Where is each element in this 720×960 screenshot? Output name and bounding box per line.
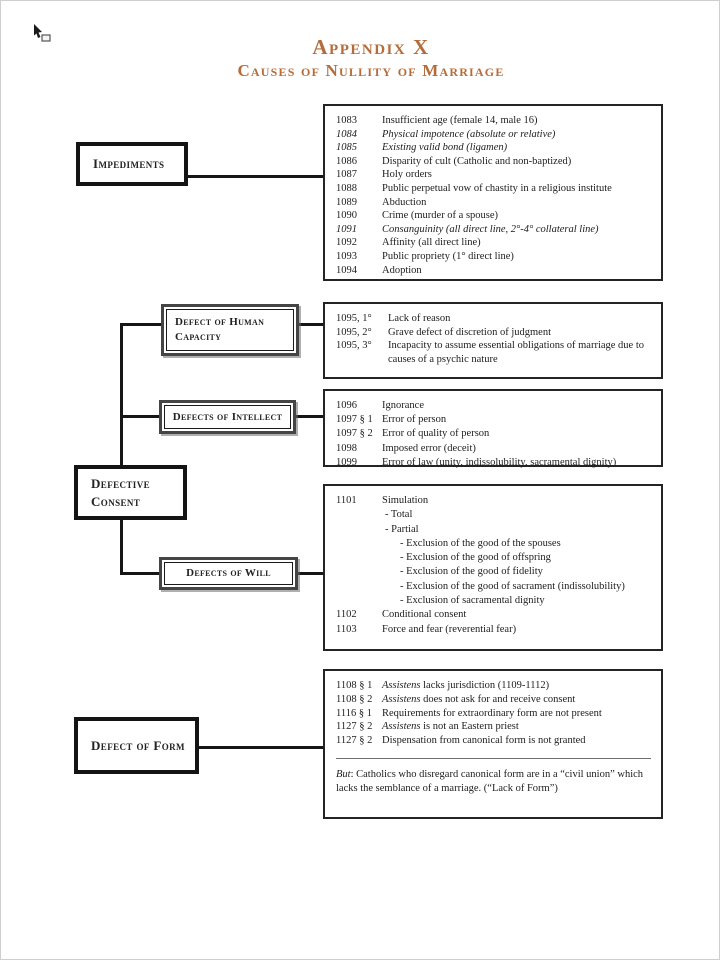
list-item: [336, 196, 653, 210]
node-defective-consent: [74, 465, 187, 520]
intellect-list: [323, 389, 663, 467]
item-text: Conditional consent: [382, 609, 467, 621]
item-text: - Exclusion of sacramental dignity: [400, 595, 545, 607]
node-impediments-label: Impediments: [93, 156, 165, 172]
page-title: [1, 35, 720, 81]
canon-number: 1102: [336, 609, 357, 621]
list-item: [336, 580, 653, 594]
canon-number: 1084: [336, 128, 357, 140]
list-item: [336, 494, 653, 508]
canon-number: 1127 § 2: [336, 735, 373, 747]
canon-number: 1127 § 2: [336, 721, 373, 733]
item-text: Assistens lacks jurisdiction (1109-1112): [382, 680, 550, 691]
canon-number: 1083: [336, 115, 357, 126]
list-item: [336, 128, 653, 142]
list-item: [336, 339, 653, 366]
canon-number: 1086: [336, 155, 357, 167]
item-text: - Exclusion of the good of the spouses: [400, 537, 561, 549]
node-defective-consent-label: Defective Consent: [91, 475, 150, 509]
item-text: - Exclusion of the good of sacrament (indissolubility): [400, 580, 625, 592]
list-item: [336, 168, 653, 182]
item-text: Public perpetual vow of chastity in a religious institute: [382, 182, 612, 194]
list-item: [336, 413, 653, 427]
item-text: Grave defect of discretion of judgment: [388, 326, 551, 338]
canon-number: 1095, 2°: [336, 326, 372, 338]
list-item: [336, 155, 653, 169]
item-text: Dispensation from canonical form is not granted: [382, 735, 586, 747]
node-defect-of-form: [74, 717, 199, 774]
list-item: [336, 537, 653, 551]
connector-will-list: [295, 572, 324, 575]
item-text: Affinity (all direct line): [382, 237, 481, 249]
canon-number: 1092: [336, 237, 357, 249]
connector-branch-human-capacity: [120, 323, 164, 326]
item-text: Error of quality of person: [382, 428, 490, 440]
item-text: Error of person: [382, 414, 447, 426]
list-item: [336, 508, 653, 522]
item-text: Consanguinity (all direct line, 2°-4° collateral line): [382, 223, 599, 235]
list-item: [336, 250, 653, 264]
list-item: [336, 679, 653, 693]
node-impediments: [76, 142, 188, 186]
canon-number: 1108 § 1: [336, 680, 373, 691]
node-will-label: Defects of Will: [186, 567, 271, 580]
item-text: Existing valid bond (ligamen): [382, 142, 508, 154]
human-capacity-list: [323, 302, 663, 379]
list-item: [336, 551, 653, 565]
item-text: Simulation: [382, 495, 429, 506]
connector-branch-intellect: [120, 415, 162, 418]
canon-number: 1095, 1°: [336, 313, 372, 324]
item-text: Assistens does not ask for and receive consent: [382, 693, 576, 705]
item-text: Ignorance: [382, 400, 424, 411]
item-text: Adoption: [382, 264, 422, 276]
list-item: [336, 182, 653, 196]
list-item: [336, 141, 653, 155]
canon-number: 1103: [336, 623, 357, 635]
item-text: - Partial: [385, 523, 419, 535]
list-divider: [336, 758, 651, 759]
connector-impediments: [186, 175, 324, 178]
item-text: Requirements for extraordinary form are not present: [382, 707, 602, 719]
node-intellect: [159, 400, 296, 434]
connector-branch-will: [120, 572, 162, 575]
node-will: [159, 557, 298, 590]
list-item: [336, 209, 653, 223]
canon-number: 1097 § 2: [336, 428, 373, 440]
canon-number: 1099: [336, 456, 357, 468]
mouse-drag-cursor-icon: [31, 23, 53, 50]
item-text: But: Catholics who disregard canonical form are in a “civil union” which lacks the semblance of a marriage. (“Lack of Form”): [336, 768, 644, 794]
list-item: [336, 720, 653, 734]
canon-number: 1096: [336, 400, 357, 411]
canon-number: 1101: [336, 495, 357, 506]
item-text: Physical impotence (absolute or relative): [382, 128, 556, 140]
item-text: Error of law (unity, indissolubility, sacramental dignity): [382, 456, 617, 468]
list-item: [336, 456, 653, 470]
list-item: [336, 594, 653, 608]
item-text: Force and fear (reverential fear): [382, 623, 517, 635]
canon-number: 1097 § 1: [336, 414, 373, 426]
list-item: [336, 442, 653, 456]
list-item: [336, 608, 653, 622]
list-item: [336, 693, 653, 707]
list-item: [336, 236, 653, 250]
node-human-capacity: [161, 304, 299, 356]
list-item: [336, 264, 653, 278]
canon-number: 1091: [336, 223, 357, 235]
impediments-list: [323, 104, 663, 281]
connector-intellect-list: [294, 415, 324, 418]
canon-number: 1094: [336, 264, 357, 276]
list-item: [336, 326, 653, 340]
list-item: [336, 734, 653, 748]
canon-number: 1116 § 1: [336, 707, 372, 719]
item-text: Lack of reason: [388, 313, 451, 324]
will-list: [323, 484, 663, 651]
list-item: [336, 523, 653, 537]
list-item: [336, 312, 653, 326]
note-item: [336, 768, 653, 796]
canon-number: 1087: [336, 169, 357, 181]
node-defect-of-form-label: Defect of Form: [91, 737, 185, 753]
connector-trunk-vertical: [120, 323, 123, 575]
connector-human-capacity-list: [296, 323, 324, 326]
item-text: - Total: [385, 509, 413, 521]
canon-number: 1090: [336, 210, 357, 222]
list-item: [336, 707, 653, 721]
item-text: Abduction: [382, 196, 427, 208]
item-text: Imposed error (deceit): [382, 442, 476, 454]
form-list: [323, 669, 663, 819]
canon-number: 1108 § 2: [336, 693, 373, 705]
canon-number: 1095, 3°: [336, 340, 372, 352]
list-item: [336, 114, 653, 128]
item-text: Disparity of cult (Catholic and non-baptized): [382, 155, 572, 167]
item-text: - Exclusion of the good of fidelity: [400, 566, 543, 578]
list-item: [336, 623, 653, 637]
list-item: [336, 427, 653, 441]
connector-form-list: [197, 746, 324, 749]
item-text: Crime (murder of a spouse): [382, 210, 499, 222]
item-text: Incapacity to assume essential obligations of marriage due to causes of a psychic nature: [388, 340, 645, 365]
node-intellect-label: Defects of Intellect: [172, 410, 283, 423]
list-item: [336, 565, 653, 579]
item-text: - Exclusion of the good of offspring: [400, 552, 551, 564]
item-text: Holy orders: [382, 169, 432, 181]
title-line1: Appendix X: [312, 35, 430, 59]
list-item: [336, 399, 653, 413]
canon-number: 1085: [336, 142, 357, 154]
title-line2: Causes of Nullity of Marriage: [237, 61, 505, 80]
node-human-capacity-label: Defect of Human Capacity: [175, 316, 265, 343]
canon-number: 1088: [336, 182, 357, 194]
canon-number: 1093: [336, 250, 357, 262]
item-text: Insufficient age (female 14, male 16): [382, 115, 538, 126]
item-text: Assistens is not an Eastern priest: [382, 721, 519, 733]
item-text: Public propriety (1° direct line): [382, 250, 514, 262]
list-item: [336, 223, 653, 237]
canon-number: 1089: [336, 196, 357, 208]
canon-number: 1098: [336, 442, 357, 454]
